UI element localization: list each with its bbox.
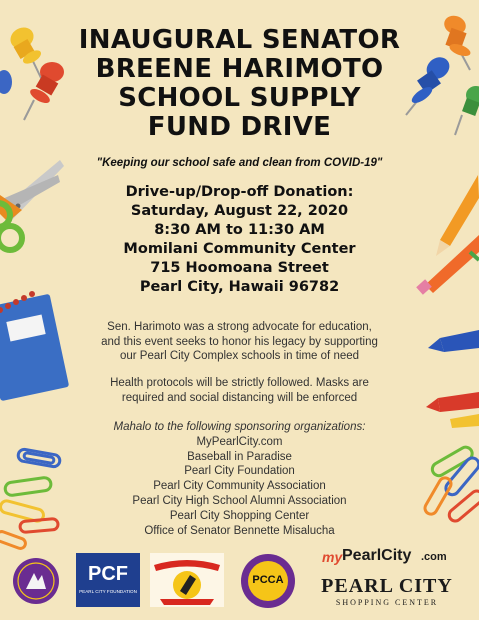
sponsors-section [70, 420, 409, 538]
flyer-title [60, 26, 419, 142]
sponsor-item: MyPearlCity.com [196, 435, 283, 448]
sponsor-item: Baseball in Paradise [187, 450, 292, 463]
crayon-yellow-icon [450, 414, 479, 428]
paper-clips-right-icon [423, 445, 479, 524]
pcf-logo [76, 553, 140, 607]
sponsors-intro: Mahalo to the following sponsoring organizations: [113, 421, 366, 433]
yellow-pushpin-icon [7, 23, 44, 80]
green-pushpin-icon [455, 86, 479, 135]
legacy-paragraph [70, 320, 409, 364]
title-line-1: INAUGURAL SENATOR [78, 25, 401, 55]
sponsor-item: Office of Senator Bennette Misalucha [144, 524, 335, 537]
sponsor-item: Pearl City Community Association [153, 480, 326, 493]
crayon-blue-icon [428, 330, 479, 352]
event-city: Pearl City, Hawaii 96782 [139, 279, 340, 295]
title-line-4: FUND DRIVE [147, 112, 332, 142]
legacy-line-2: and this event seeks to honor his legacy by supporting [101, 335, 378, 348]
alumni-association-logo [12, 557, 60, 605]
scissors-icon [0, 160, 64, 250]
legacy-line-3: our Pearl City Complex schools in time of need [119, 350, 360, 362]
sponsor-item: Pearl City Shopping Center [169, 509, 310, 522]
pcca-logo-text: PCCA [252, 574, 284, 586]
event-details [60, 183, 419, 297]
event-type: Drive-up/Drop-off Donation: [125, 184, 354, 200]
event-time: 8:30 AM to 11:30 AM [154, 222, 325, 238]
event-venue: Momilani Community Center [123, 241, 356, 257]
legacy-line-1: Sen. Harimoto was a strong advocate for education, [107, 321, 372, 333]
title-line-2: BREENE HARIMOTO [95, 54, 384, 84]
notebook-icon [0, 291, 69, 401]
red-pushpin-icon [24, 62, 64, 120]
pcf-logo-sub: PEARL CITY FOUNDATION [79, 589, 137, 594]
pcf-logo-main: PCF [88, 563, 128, 585]
mypearlcity-name: PearlCity [342, 547, 412, 564]
mypearlcity-com: .com [421, 551, 447, 563]
shopping-center-sub: SHOPPING CENTER [335, 598, 439, 607]
sponsor-logos [0, 545, 479, 620]
crayon-red-icon [426, 392, 479, 412]
tagline-quote: "Keeping our school safe and clean from COVID-19" [96, 157, 383, 169]
blue-pushpin-left-icon [0, 70, 12, 94]
paper-clips-left-icon [0, 448, 61, 549]
sponsor-item: Pearl City High School Alumni Association [132, 494, 347, 507]
mypearlcity-logo [318, 545, 454, 571]
health-line-2: required and social distancing will be enforced [121, 391, 358, 404]
pearl-city-shopping-center-logo [312, 575, 462, 611]
baseball-in-paradise-logo [150, 553, 224, 607]
title-line-3: SCHOOL SUPPLY [118, 83, 361, 113]
sponsor-item: Pearl City Foundation [184, 465, 295, 478]
mypearlcity-my: my [322, 549, 343, 565]
shopping-center-main: PEARL CITY [321, 575, 453, 597]
event-date: Saturday, August 22, 2020 [130, 203, 349, 219]
event-street: 715 Hoomoana Street [150, 260, 329, 276]
health-protocol-paragraph [70, 376, 409, 405]
health-line-1: Health protocols will be strictly followed. Masks are [110, 377, 369, 389]
